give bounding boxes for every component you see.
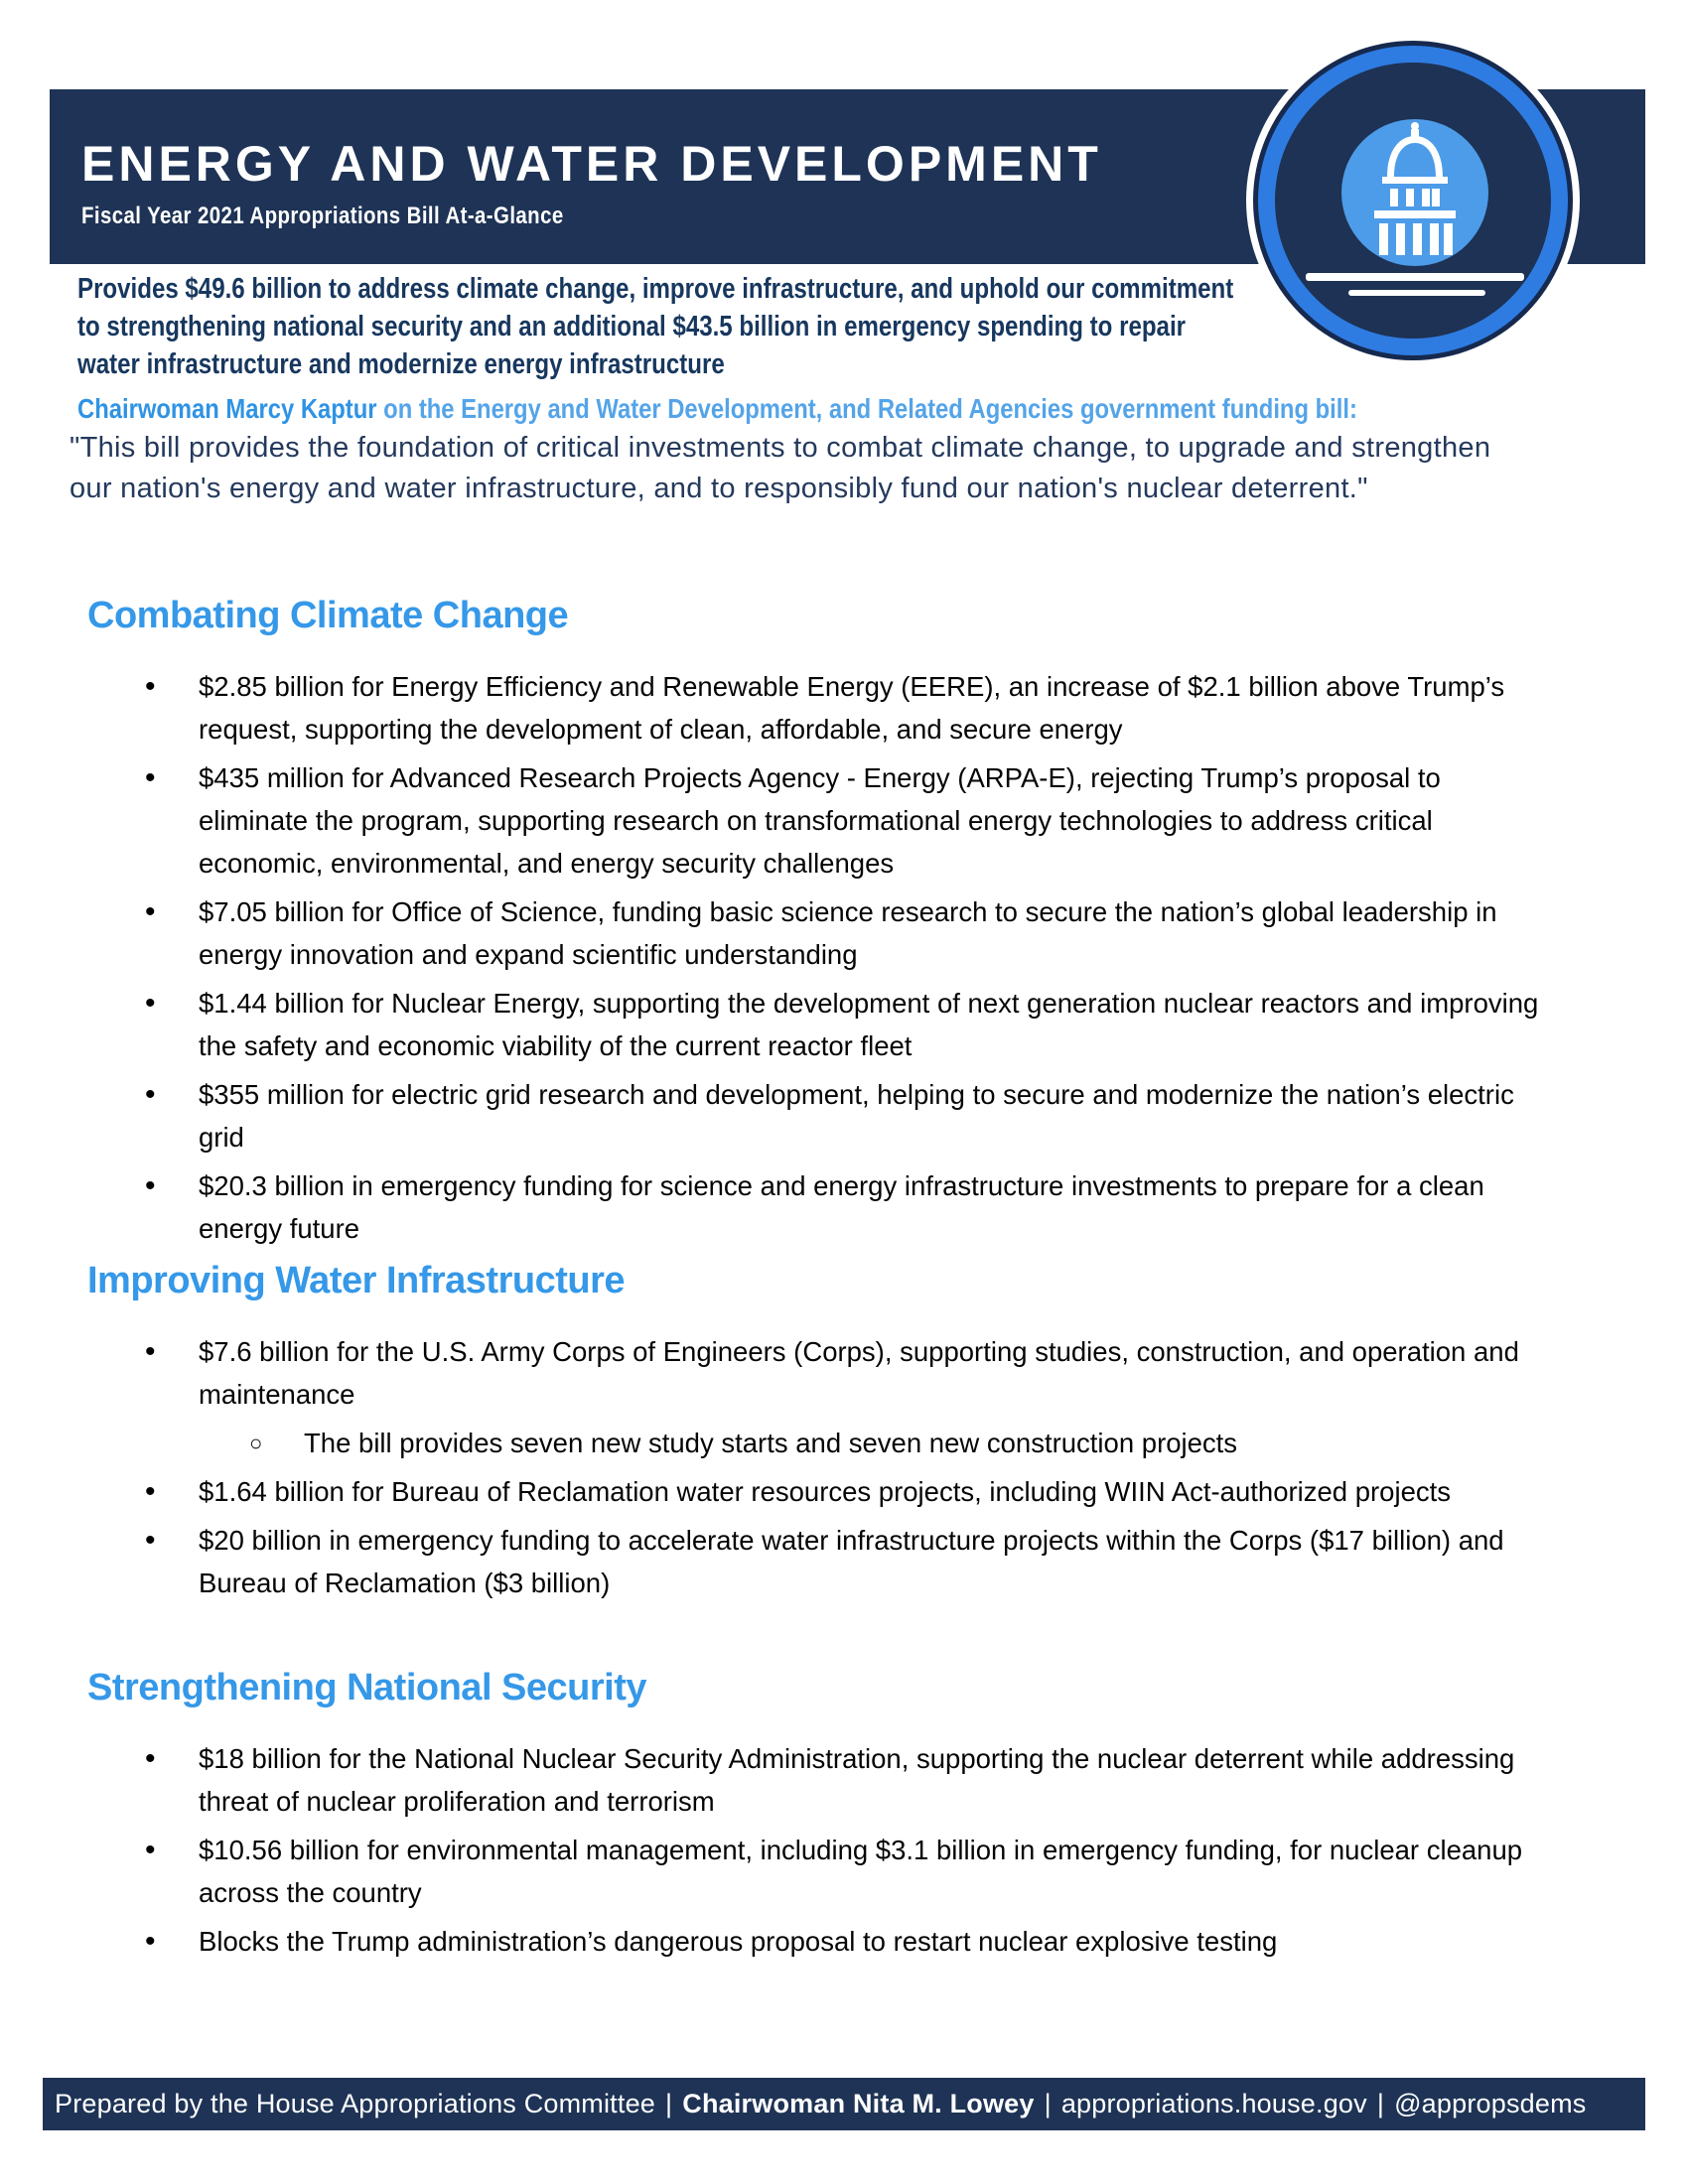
- attribution-chairwoman: Chairwoman Marcy Kaptur: [77, 393, 377, 424]
- footer-prepared-by: Prepared by the House Appropriations Committee: [55, 2089, 656, 2118]
- section-strengthening-national-security: [87, 1664, 1644, 1969]
- bullet-item: • $435 million for Advanced Research Projects Agency - Energy (ARPA-E), rejecting Trump’s proposal to eliminate the program, supporting research on transformational energy technologies to address critical economic, environmental, and energy security challenges: [87, 756, 1644, 885]
- section-heading: Improving Water Infrastructure: [87, 1260, 626, 1301]
- bullet-item: • $20 billion in emergency funding to accelerate water infrastructure projects within the Corps ($17 billion) and Bureau of Reclamation ($3 billion): [87, 1519, 1644, 1604]
- section-improving-water-infrastructure: [87, 1257, 1644, 1610]
- bullet-item: • $10.56 billion for environmental management, including $3.1 billion in emergency funding, for nuclear cleanup across the country: [87, 1829, 1644, 1914]
- bullet-item: • $355 million for electric grid research and development, helping to secure and modernize the nation’s electric grid: [87, 1073, 1644, 1159]
- bullet-list: [87, 1737, 1644, 1963]
- bullet-list: [87, 665, 1644, 1250]
- bullet-item: • $18 billion for the National Nuclear Security Administration, supporting the nuclear deterrent while addressing threat of nuclear proliferation and terrorism: [87, 1737, 1644, 1823]
- section-combating-climate-change: [87, 592, 1644, 1256]
- intro-summary: Provides $49.6 billion to address climate change, improve infrastructure, and uphold our commitment to strengthening national security and an additional $43.5 billion in emergency spending to repair water infrastructure and modernize energy infrastructure: [77, 273, 1234, 380]
- footer-website: appropriations.house.gov: [1060, 2089, 1367, 2118]
- bullet-item: • $1.64 billion for Bureau of Reclamation water resources projects, including WIIN Act-authorized projects: [87, 1470, 1644, 1513]
- page-subtitle: Fiscal Year 2021 Appropriations Bill At-a-Glance: [81, 203, 564, 229]
- bullet-list: [87, 1330, 1644, 1604]
- bullet-item: • $7.6 billion for the U.S. Army Corps of Engineers (Corps), supporting studies, construction, and operation and maintenance: [87, 1330, 1644, 1416]
- section-heading: Strengthening National Security: [87, 1667, 647, 1708]
- page-title: ENERGY AND WATER DEVELOPMENT: [81, 136, 1102, 192]
- footer-social-handle: @appropsdems: [1394, 2089, 1587, 2118]
- bullet-item: • $2.85 billion for Energy Efficiency and Renewable Energy (EERE), an increase of $2.1 billion above Trump’s request, supporting the development of clean, affordable, and secure energy: [87, 665, 1644, 751]
- capitol-dome-icon: [1244, 32, 1582, 369]
- attribution-description: on the Energy and Water Development, and Related Agencies government funding bill:: [376, 393, 1357, 424]
- footer-separator: |: [665, 2089, 673, 2118]
- footer-chairwoman: Chairwoman Nita M. Lowey: [682, 2089, 1035, 2118]
- attribution-line: [77, 393, 1357, 425]
- footer-separator: |: [1376, 2089, 1385, 2118]
- footer-separator: |: [1044, 2089, 1052, 2118]
- bullet-item: • $7.05 billion for Office of Science, funding basic science research to secure the nation’s global leadership in energy innovation and expand scientific understanding: [87, 890, 1644, 976]
- section-heading: Combating Climate Change: [87, 595, 569, 636]
- footer-bar: [43, 2078, 1645, 2130]
- bullet-item: • $1.44 billion for Nuclear Energy, supporting the development of next generation nuclear reactors and improving the safety and economic viability of the current reactor fleet: [87, 982, 1644, 1067]
- committee-logo: [1244, 32, 1582, 369]
- pull-quote: "This bill provides the foundation of critical investments to combat climate change, to upgrade and strengthen our nation's energy and water infrastructure, and to responsibly fund our nation's nuclear deterrent.": [70, 432, 1491, 504]
- bullet-item: • Blocks the Trump administration’s dangerous proposal to restart nuclear explosive testing: [87, 1920, 1644, 1963]
- sub-bullet-item: ○ The bill provides seven new study starts and seven new construction projects: [87, 1422, 1644, 1464]
- bullet-item: • $20.3 billion in emergency funding for science and energy infrastructure investments to prepare for a clean energy future: [87, 1164, 1644, 1250]
